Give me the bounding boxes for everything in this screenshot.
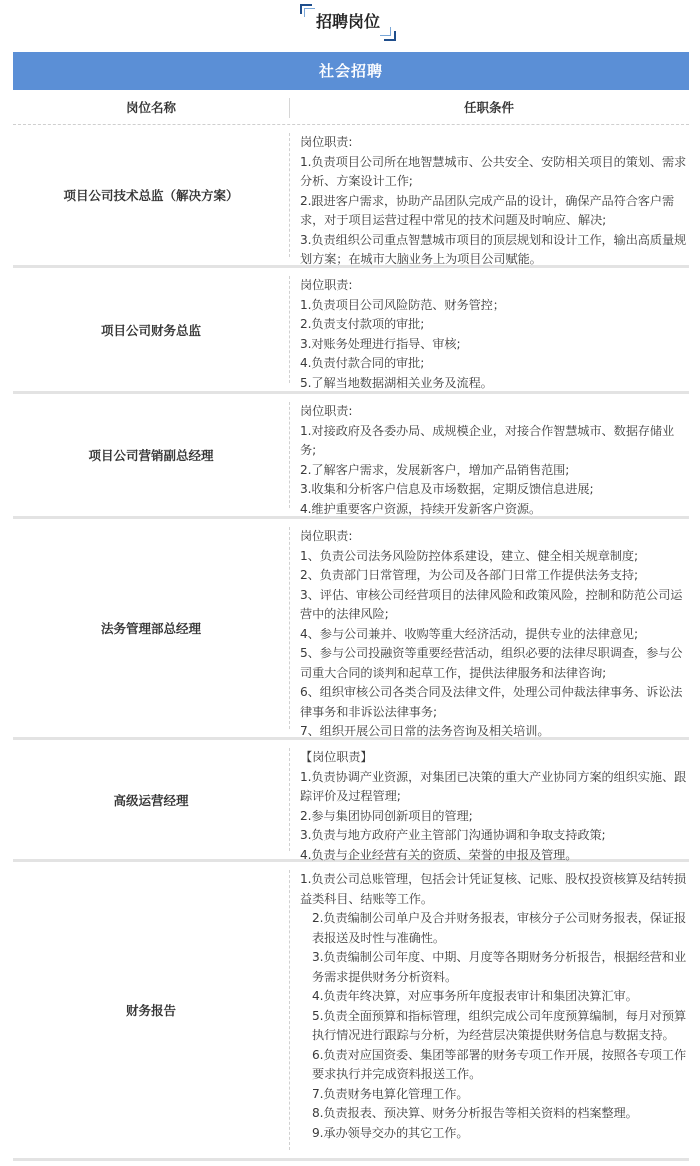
column-divider [289,527,290,729]
requirement-line: 6.负责对应国资委、集团等部署的财务专项工作开展，按照各专项工作要求执行并完成资料报送工作。 [312,1047,687,1081]
requirement-line: 1.负责公司总账管理，包括会计凭证复核、记账、股权投资核算及结转损益类科目、结账等工作。 [300,872,687,906]
section-title [0,0,700,48]
column-divider [289,748,290,851]
requirement-line: 7、组织开展公司日常的法务咨询及相关培训。 [300,724,550,738]
requirement-line: 4.负责年终决算，对应事务所年度报表审计和集团决算汇审。 [312,989,638,1003]
column-divider [289,402,290,508]
requirement-line: 2.跟进客户需求，协助产品团队完成产品的设计，确保产品符合客户需求，对于项目运营过程中常见的技术问题及时响应、解决; [300,193,675,227]
requirement-line: 2.负责支付款项的审批; [300,317,425,331]
requirement-line: 3.负责组织公司重点智慧城市项目的顶层规划和设计工作，输出高质量规划方案；在城市大脑业务上为项目公司赋能。 [300,232,687,266]
job-requirements [300,748,687,865]
column-divider [289,133,290,257]
table-row [13,394,689,519]
job-requirements [300,133,687,270]
requirement-line: 岗位职责: [300,404,353,418]
requirement-line: 3.收集和分析客户信息及市场数据，定期反馈信息进展; [300,482,594,496]
requirement-line: 1.负责项目公司风险防范、财务管控； [300,297,505,312]
requirement-line: 【岗位职责】 [300,750,373,764]
job-title: 高级运营经理 [113,792,189,808]
job-title: 法务管理部总经理 [100,621,201,636]
requirement-line: 岗位职责: [300,278,353,292]
requirement-line: 1、负责公司法务风险防控体系建设，建立、健全相关规章制度; [300,548,639,563]
requirement-line: 1.对接政府及各委办局、成规模企业，对接合作智慧城市、数据存储业务; [300,423,675,457]
requirement-line: 3.负责编制公司年度、中期、月度等各期财务分析报告，根据经营和业务需求提供财务分析资料。 [312,950,687,984]
table-row [13,519,689,740]
column-divider [289,870,290,1150]
requirement-line: 5.负责全面预算和指标管理，组织完成公司年度预算编制，每月对预算执行情况进行跟踪与分析，为经营层决策提供财务信息与数据支持。 [312,1008,687,1042]
requirement-line: 2.参与集团协同创新项目的管理; [300,808,473,823]
job-title: 项目公司技术总监（解决方案） [63,188,239,203]
column-divider [289,276,290,383]
requirement-line: 2.了解客户需求，发展新客户，增加产品销售范围; [300,462,570,477]
job-requirements [300,402,687,519]
table-row [13,125,689,268]
requirement-line: 1.负责项目公司所在地智慧城市、公共安全、安防相关项目的策划、需求分析、方案设计工作; [300,154,687,188]
table-header [13,92,689,125]
requirement-line: 3.负责与地方政府产业主管部门沟通协调和争取支持政策; [300,828,606,842]
social-recruitment-banner: 社会招聘 [13,52,689,90]
requirement-line: 4.负责付款合同的审批; [300,356,425,370]
requirement-line: 8.负责报表、预决算、财务分析报告等相关资料的档案整理。 [312,1106,638,1120]
requirement-line: 岗位职责: [300,529,353,543]
requirement-line: 4.维护重要客户资源，持续开发新客户资源。 [300,501,542,516]
requirement-line: 1.负责协调产业资源，对集团已决策的重大产业协同方案的组织实施、跟踪评价及过程管理; [300,769,687,803]
requirement-line: 2、负责部门日常管理，为公司及各部门日常工作提供法务支持; [300,568,639,582]
job-title: 项目公司营销副总经理 [88,448,214,463]
requirement-line: 3、评估、审核公司经营项目的法律风险和政策风险，控制和防范公司运营中的法律风险; [300,587,683,621]
requirement-line: 4、参与公司兼并、收购等重大经济活动，提供专业的法律意见; [300,626,639,641]
job-requirements [300,527,687,742]
table-row [13,740,689,862]
requirement-line: 5.了解当地数据湖相关业务及流程。 [300,375,493,390]
job-title: 项目公司财务总监 [100,322,201,338]
requirement-line: 5、参与公司投融资等重要经营活动，组织必要的法律尽职调查，参与公司重大合同的谈判和起草工作，提供法律服务和法律咨询; [300,646,683,680]
requirement-line: 4.负责与企业经营有关的资质、荣誉的申报及管理。 [300,847,578,862]
requirement-line: 3.对账务处理进行指导、审核; [300,336,461,351]
requirement-line: 2.负责编制公司单户及合并财务报表，审核分子公司财务报表，保证报表报送及时性与准确性。 [312,911,687,945]
table-row [13,862,689,1161]
requirement-line: 9.承办领导交办的其它工作。 [312,1125,469,1140]
job-requirements [300,276,687,393]
job-title: 财务报告 [125,1003,176,1018]
requirement-line: 6、组织审核公司各类合同及法律文件，处理公司仲裁法律事务、诉讼法律事务和非诉讼法律事务; [300,685,683,719]
requirement-line: 7.负责财务电算化管理工作。 [312,1086,469,1101]
requirement-line: 岗位职责: [300,135,353,149]
page-title: 招聘岗位 [315,12,380,31]
job-requirements [300,870,687,1143]
table-row [13,268,689,394]
header-requirements: 任职条件 [463,100,514,115]
header-position-name: 岗位名称 [125,100,176,115]
